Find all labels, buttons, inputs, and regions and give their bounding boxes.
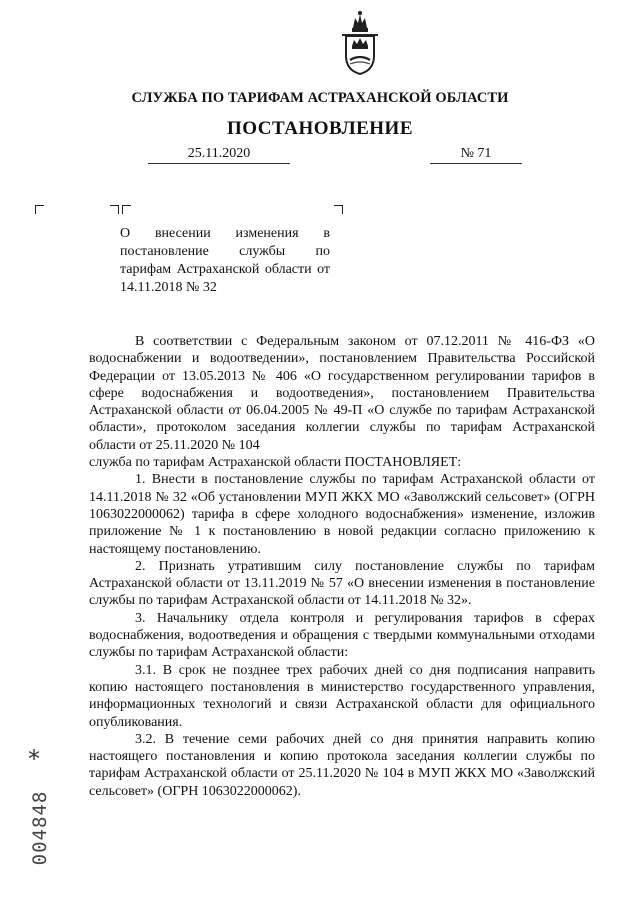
document-number: № 71 <box>430 145 522 164</box>
bracket-corner-top-right <box>334 205 343 214</box>
clause-3: 3. Начальнику отдела контроля и регулирования тарифов в сферах водоснабжения, водоотведения и обращения с твердыми коммунальными отходами службы по тарифам Астраханской области: <box>89 610 595 661</box>
preamble-paragraph: В соответствии с Федеральным законом от 07.12.2011 № 416-ФЗ «О водоснабжении и водоотведении», постановлением Правительства Российской Федерации от 13.05.2013 № 406 «О государственном регулировании тарифов в сфере водоснабжения и водоотведения», постановлением Правительства Астраханской области от 06.04.2005 № 49-П «О службе по тарифам Астраханской области», протоколом заседания коллегии службы по тарифам Астраханской области от 25.11.2020 № 104 <box>89 334 595 453</box>
clause-2: 2. Признать утратившим силу постановление службы по тарифам Астраханской области от 13.11.2019 № 57 «О внесении изменения в постановление службы по тарифам Астраханской области от 14.11.2018 № 32». <box>89 558 595 609</box>
document-body <box>89 333 595 800</box>
clause-3-2: 3.2. В течение семи рабочих дней со дня принятия направить копию настоящего постановления и копию протокола заседания коллегии службы по тарифам Астраханской области от 25.11.2020 № 104 в МУП ЖКХ МО «Заволжский сельсовет» (ОГРН 1063022000062). <box>89 731 595 799</box>
document-date: 25.11.2020 <box>148 145 290 164</box>
astrakhan-coat-of-arms-icon <box>340 10 380 78</box>
registration-stamp <box>20 745 60 875</box>
bracket-corner-top-right-1 <box>110 205 119 214</box>
resolution-line: служба по тарифам Астраханской области ПОСТАНОВЛЯЕТ: <box>89 455 462 471</box>
organization-name: СЛУЖБА ПО ТАРИФАМ АСТРАХАНСКОЙ ОБЛАСТИ <box>131 90 509 106</box>
clause-3-1: 3.1. В срок не позднее трех рабочих дней со дня подписания направить копию настоящего постановления в министерство государственного управления, информационных технологий и связи Астраханской области для официального опубликования. <box>89 662 595 730</box>
document-subject: О внесении изменения в постановление службы по тарифам Астраханской области от 14.11.2018 № 32 <box>120 226 330 295</box>
bracket-corner-top-left-2 <box>122 205 131 214</box>
stamp-number: 004848 <box>29 790 51 866</box>
clause-1: 1. Внести в постановление службы по тарифам Астраханской области от 14.11.2018 № 32 «Об установлении МУП ЖКХ МО «Заволжский сельсовет» (ОГРН 1063022000062) тарифа в сфере холодного водоснабжения» изменение, изложив приложение № 1 к постановлению в новой редакции согласно приложению к настоящему постановлению. <box>89 472 595 557</box>
stamp-star: * <box>28 745 40 773</box>
bracket-corner-top-left <box>35 205 44 214</box>
document-type-title: ПОСТАНОВЛЕНИЕ <box>226 118 414 139</box>
